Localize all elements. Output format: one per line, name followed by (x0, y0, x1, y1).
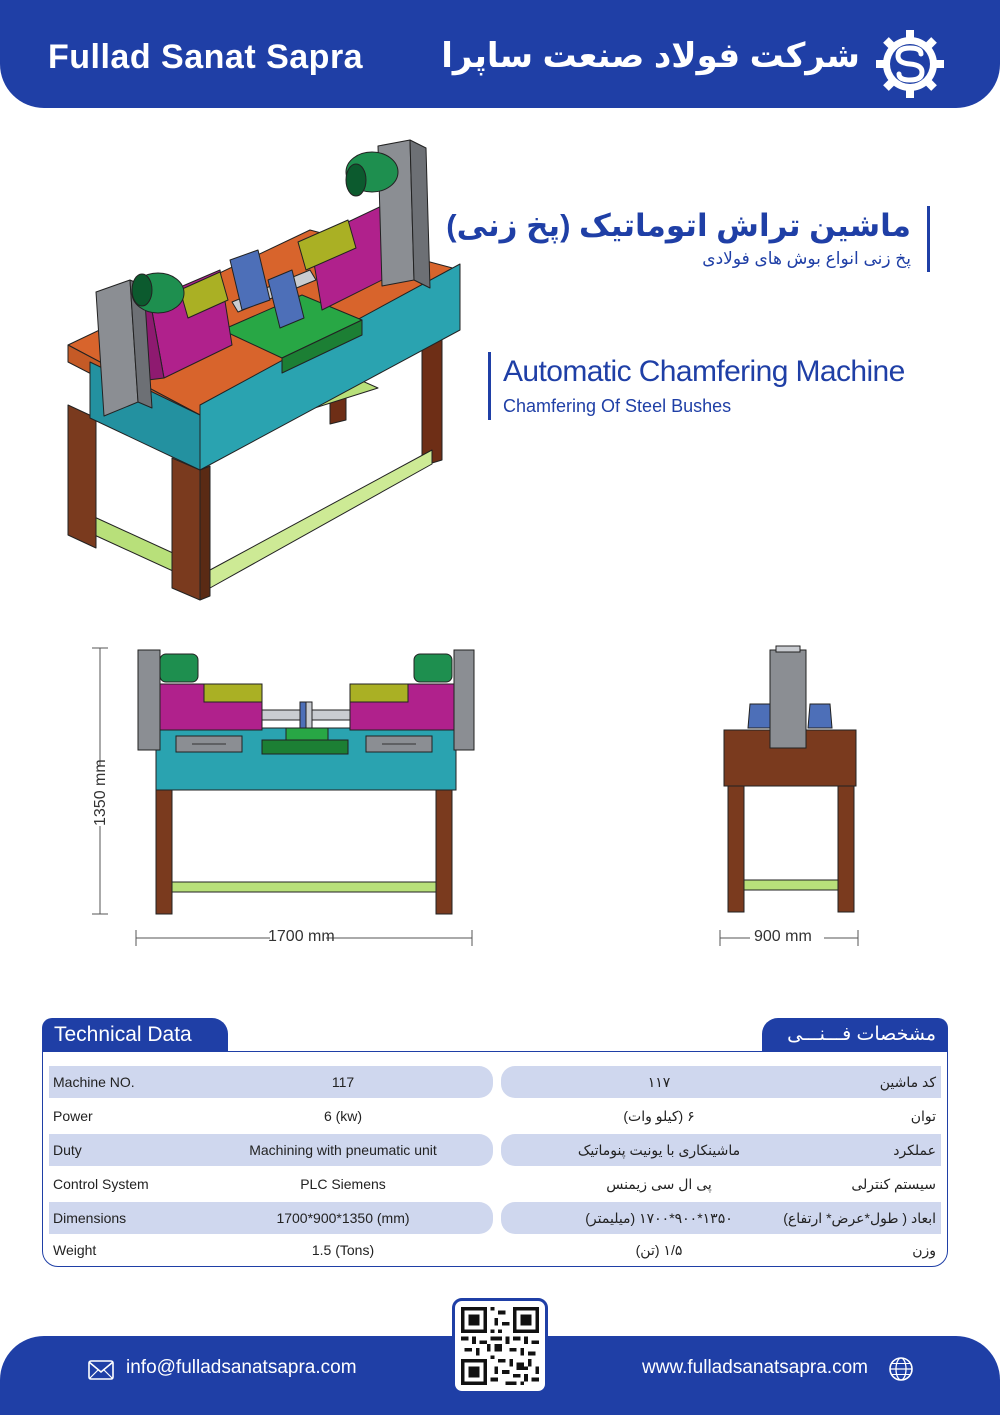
width-dimension-text: 900 mm (754, 928, 812, 945)
row-label-en: Machine NO. (53, 1074, 135, 1090)
english-title: Automatic Chamfering Machine (503, 355, 905, 388)
technical-data-tab-fa: مشخصات فـــنـــی (762, 1018, 948, 1052)
globe-icon (888, 1356, 914, 1382)
technical-data-table (42, 1051, 948, 1267)
row-value-fa: ماشینکاری با یونیت پنوماتیک (577, 1142, 741, 1158)
row-value-en: 117 (331, 1074, 355, 1090)
row-label-fa: عملکرد (893, 1142, 936, 1158)
row-value-fa: ۱۱۷ (647, 1074, 671, 1090)
qr-code[interactable] (452, 1298, 548, 1394)
height-dimension-label (88, 750, 112, 830)
row-label-en: Weight (53, 1242, 97, 1258)
table-row (43, 1100, 946, 1132)
technical-data-tab: Technical Data (42, 1018, 228, 1052)
row-label-fa: ابعاد ( طول*عرض* ارتفاع) (783, 1210, 936, 1226)
english-title-block (488, 352, 905, 420)
brand-name-en: Fullad Sanat Sapra (48, 38, 364, 76)
website-link[interactable]: www.fulladsanatsapra.com (642, 1357, 868, 1378)
row-value-fa: ۱/۵ (تن) (635, 1242, 683, 1258)
side-view-drawing (710, 640, 870, 950)
table-row (43, 1168, 946, 1200)
row-label-en: Duty (53, 1142, 82, 1158)
persian-subtitle: پخ زنی انواع بوش های فولادی (702, 249, 911, 268)
isometric-machine-view (60, 130, 470, 610)
table-row (43, 1234, 946, 1266)
row-label-fa: توان (910, 1108, 936, 1124)
row-value-en: 1.5 (Tons) (311, 1242, 375, 1258)
row-label-fa: کد ماشین (879, 1074, 936, 1090)
gear-s-logo-icon (872, 26, 948, 102)
front-view-drawing (80, 636, 490, 956)
mail-icon (88, 1360, 114, 1380)
table-row (43, 1202, 946, 1234)
row-label-fa: سیستم کنترلی (851, 1176, 936, 1192)
row-value-fa: پی ال سی زیمنس (606, 1176, 712, 1192)
persian-title: ماشین تراش اتوماتیک (پخ زنی) (446, 208, 911, 243)
row-label-fa: وزن (912, 1242, 936, 1258)
row-label-en: Control System (53, 1176, 149, 1192)
brand-name-fa: شرکت فولاد صنعت ساپرا (441, 37, 860, 75)
row-value-en: 1700*900*1350 (mm) (276, 1210, 410, 1226)
persian-title-block (446, 206, 930, 272)
row-label-en: Power (53, 1108, 93, 1124)
english-subtitle: Chamfering Of Steel Bushes (503, 396, 732, 416)
row-value-fa: ۶ (کیلو وات) (623, 1108, 695, 1124)
email-link[interactable]: info@fulladsanatsapra.com (126, 1357, 357, 1378)
height-dimension-text: 1350 mm (92, 759, 109, 826)
table-row (43, 1066, 946, 1098)
row-value-en: Machining with pneumatic unit (249, 1142, 437, 1158)
row-value-en: PLC Siemens (300, 1176, 386, 1192)
row-label-en: Dimensions (53, 1210, 127, 1226)
qr-code-icon (461, 1307, 539, 1385)
length-dimension-text: 1700 mm (268, 928, 335, 945)
table-row (43, 1134, 946, 1166)
row-value-fa: ۱۳۵۰*۹۰۰*۱۷۰۰ (میلیمتر) (585, 1210, 733, 1226)
row-value-en: 6 (kw) (323, 1108, 363, 1124)
